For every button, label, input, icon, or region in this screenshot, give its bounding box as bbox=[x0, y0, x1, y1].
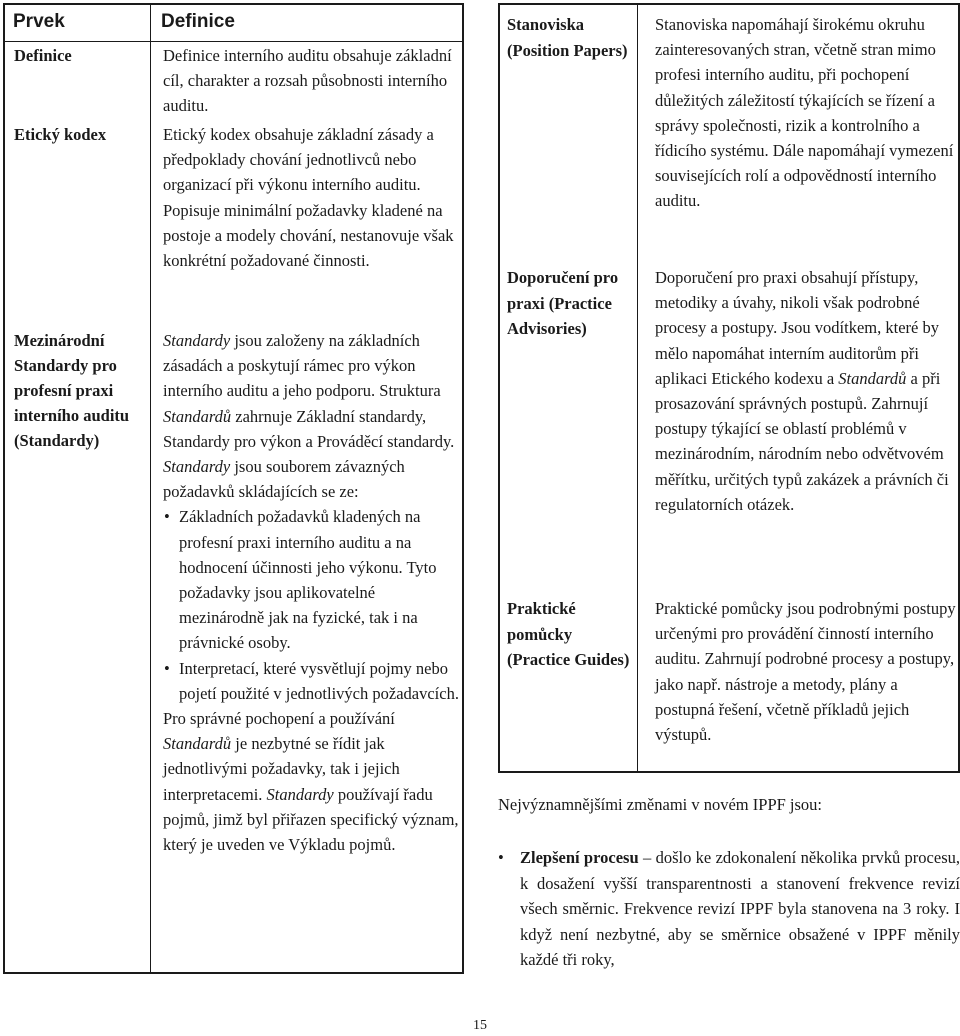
header-definition: Definice bbox=[161, 11, 235, 32]
page-number: 15 bbox=[473, 1018, 487, 1033]
list-item: • Základních požadavků kladených na profesní praxi interního auditu a na hodnocení účinnosti jeho výkonu. Tyto požadavky jsou aplikovatelné mezinárodně jak na fyzické, tak i na právnické osoby. bbox=[163, 504, 461, 655]
term-definice: Definice bbox=[14, 46, 72, 65]
standardy-paragraph-1: Standardy jsou založeny na základních zásadách a poskytují rámec pro výkon interního auditu a jeho podporu. Struktura Standardů zahrnuje Základní standardy, Standardy pro výkon a Prováděcí standardy. Standardy jsou souborem závazných požadavků skládajících se ze: bbox=[163, 331, 455, 502]
definition-standardy bbox=[163, 328, 461, 857]
definition-definice: Definice interního auditu obsahuje základní cíl, charakter a rozsah působnosti interního auditu. bbox=[163, 46, 452, 116]
term-eticky-kodex: Etický kodex bbox=[14, 125, 107, 144]
term-standardy: Mezinárodní Standardy pro profesní praxi interního auditu (Standardy) bbox=[14, 331, 130, 450]
guidance-table bbox=[498, 3, 960, 773]
elements-table bbox=[3, 3, 464, 974]
definition-eticky-kodex: Etický kodex obsahuje základní zásady a předpoklady chování jednotlivců nebo organizací při výkonu interního auditu. Popisuje minimální požadavky kladené na postoje a modely chování, nestanovuje však konkrétní požadované činnosti. bbox=[163, 125, 454, 271]
header-divider bbox=[5, 41, 462, 42]
standardy-bullet-list bbox=[163, 504, 461, 706]
definition-doporuceni: Doporučení pro praxi obsahují přístupy, metodiky a úvahy, nikoli však podrobné procesy a postupy. Jsou vodítkem, které by mělo napomáhat interním auditorům při aplikaci Etického kodexu a Standardů a při prosazování správných postupů. Zahrnují postupy týkající se oblastí problémů v mezinárodním, národním nebo odvětvovém měřítku, určitých typů zakázek a právních či regulatorních otázek. bbox=[655, 268, 949, 514]
bullet-icon: • bbox=[498, 848, 504, 867]
term-doporuceni: Doporučení pro praxi (Practice Advisories) bbox=[507, 268, 619, 338]
definition-prakticke-pomucky: Praktické pomůcky jsou podrobnými postupy určenými pro provádění činností interního auditu. Zahrnují podrobné procesy a postupy, jako např. nástroje a metody, plány a postupná řešení, včetně příkladů jejich výstupů. bbox=[655, 599, 956, 745]
term-prakticke-pomucky: Praktické pomůcky (Practice Guides) bbox=[507, 599, 630, 669]
changes-intro: Nejvýznamnějšími změnami v novém IPPF jsou: bbox=[498, 795, 823, 814]
column-divider bbox=[150, 5, 151, 972]
standardy-paragraph-2: Pro správné pochopení a používání Standardů je nezbytné se řídit jak jednotlivými požadavky, tak i jejich interpretacemi. Standardy používají řadu pojmů, jimž byl přiřazen specifický význam, který je uveden ve Výkladu pojmů. bbox=[163, 709, 459, 855]
term-stanoviska: Stanoviska (Position Papers) bbox=[507, 15, 628, 60]
list-item: Zlepšení procesu – došlo ke zdokonalení několika prvků procesu, k dosažení vyšší transparentnosti a stanovení frekvence revizí všech směrnic. Frekvence revizí IPPF byla stanovena na 3 roky. I když není nezbytné, aby se směrnice obsažené v IPPF měnily každé tři roky, bbox=[520, 848, 960, 970]
changes-list bbox=[498, 845, 960, 973]
definition-stanoviska: Stanoviska napomáhají širokému okruhu zainteresovaných stran, včetně stran mimo profesi interního auditu, při pochopení důležitých záležitostí týkajících se řízení a správy společnosti, rizik a kontrolního a řídicího systému. Dále napomáhají vymezení souvisejících rolí a odpovědností interního auditu. bbox=[655, 15, 954, 211]
column-divider bbox=[637, 5, 638, 771]
list-item: • Interpretací, které vysvětlují pojmy nebo pojetí použité v jednotlivých požadavcích. bbox=[163, 656, 461, 706]
header-term: Prvek bbox=[13, 11, 65, 32]
